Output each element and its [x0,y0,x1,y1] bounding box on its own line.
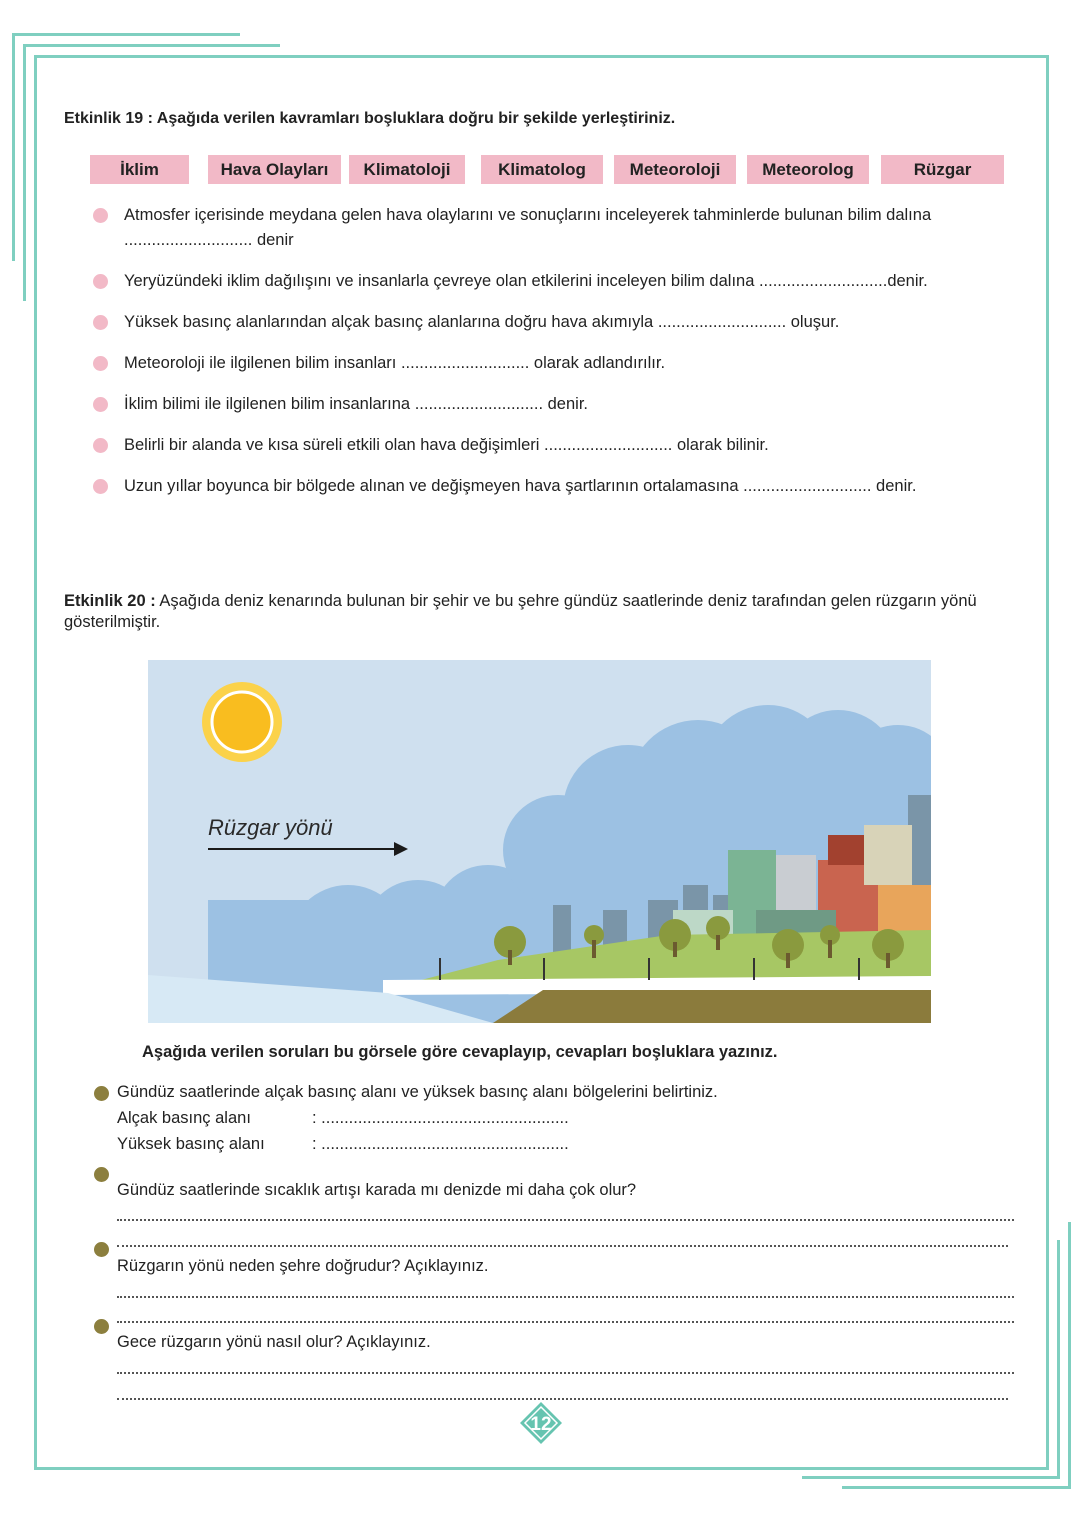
activity19-title: Etkinlik 19 : Aşağıda verilen kavramları boşluklara doğru bir şekilde yerleştiriniz. [64,110,676,127]
activity19-list [92,203,1022,515]
sentence-text: Uzun yıllar boyunca bir bölgede alınan ve değişmeyen hava şartlarının ortalamasına ............................ denir. [124,477,917,495]
sentence-text: İklim bilimi ile ilgilenen bilim insanlarına ............................ denir. [124,395,588,413]
concept-chip: Klimatoloji [349,155,465,184]
answer-line[interactable] [117,1372,1014,1374]
question-bullet [94,1167,109,1182]
concept-chip: Hava Olayları [208,155,341,184]
wind-direction-label: Rüzgar yönü [208,815,333,840]
sentence-text: Atmosfer içerisinde meydana gelen hava olaylarını ve sonuçlarını inceleyerek tahminlerde bulunan bilim dalına ............................ denir [124,206,932,249]
sentence-text: Yüksek basınç alanlarından alçak basınç alanlarına doğru hava akımıyla ............................ oluşur. [124,313,840,331]
sentence-text: Yeryüzündeki iklim dağılışını ve insanlarla çevreye olan etkilerini inceleyen bilim dalına ............................denir. [124,272,928,290]
question-bullet [94,1242,109,1257]
question-bullet [94,1319,109,1334]
list-item [92,351,1022,376]
bullet-dot [93,397,108,412]
question-4: Gece rüzgarın yönü nasıl olur? Açıklayınız. [117,1333,431,1351]
sentence-text: Meteoroloji ile ilgilenen bilim insanları ............................ olarak adlandırılır. [124,354,666,372]
concept-chip: Meteorolog [747,155,869,184]
question-bullet [94,1086,109,1101]
list-item [92,203,1022,253]
sea-breeze-illustration [148,660,931,1023]
activity20-intro-text: Aşağıda deniz kenarında bulunan bir şehir ve bu şehre gündüz saatlerinde deniz tarafından gelen rüzgarın yönü gösterilmiştir. [64,592,977,631]
bullet-dot [93,274,108,289]
list-item [92,269,1022,294]
bullet-dot [93,208,108,223]
sentence-text: Belirli bir alanda ve kısa süreli etkili olan hava değişimleri ............................ olarak bilinir. [124,436,769,454]
activity20-intro [64,591,1024,633]
answer-line[interactable] [117,1219,1014,1221]
bullet-dot [93,315,108,330]
question-2: Gündüz saatlerinde sıcaklık artışı karada mı denizde mi daha çok olur? [117,1181,637,1199]
answer-line[interactable] [117,1321,1014,1323]
high-pressure-answer[interactable]: : ...................................................... [312,1135,569,1153]
list-item [92,310,1022,335]
sun-icon [202,682,282,762]
concept-chip: Rüzgar [881,155,1004,184]
concept-chip: Meteoroloji [614,155,736,184]
high-pressure-label: Yüksek basınç alanı [117,1135,265,1153]
list-item [92,433,1022,458]
concept-chips [90,155,1004,184]
answer-line[interactable] [117,1296,1014,1298]
page-number-badge [519,1401,563,1445]
answer-line[interactable] [117,1398,1008,1400]
bullet-dot [93,438,108,453]
answer-line[interactable] [117,1245,1008,1247]
page-number: 12 [530,1414,552,1435]
list-item [92,474,1022,499]
low-pressure-label: Alçak basınç alanı [117,1109,251,1127]
concept-chip: İklim [90,155,189,184]
bullet-dot [93,356,108,371]
question-1: Gündüz saatlerinde alçak basınç alanı ve yüksek basınç alanı bölgelerini belirtiniz. [117,1083,718,1101]
activity20-label: Etkinlik 20 : [64,592,156,610]
concept-chip: Klimatolog [481,155,603,184]
question-3: Rüzgarın yönü neden şehre doğrudur? Açıklayınız. [117,1257,489,1275]
low-pressure-answer[interactable]: : ...................................................... [312,1109,569,1127]
bullet-dot [93,479,108,494]
instruction-text: Aşağıda verilen soruları bu görsele göre cevaplayıp, cevapları boşluklara yazınız. [142,1043,778,1061]
list-item [92,392,1022,417]
